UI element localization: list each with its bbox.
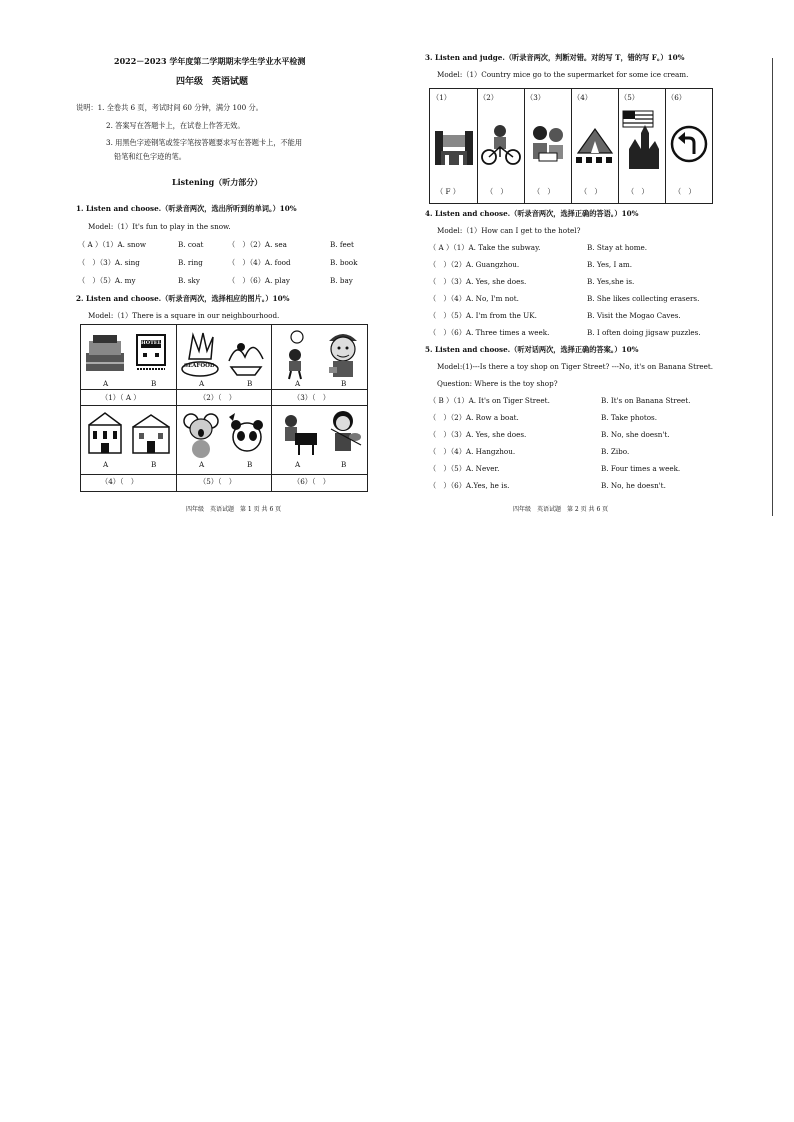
q3-picture-grid bbox=[429, 88, 713, 204]
q4-row2-a[interactable]: （ ）（2）A. Guangzhou. bbox=[429, 260, 520, 269]
q4-row4-b[interactable]: B. She likes collecting erasers. bbox=[587, 294, 700, 303]
q5-row5-a[interactable]: （ ）（5）A. Never. bbox=[429, 464, 500, 473]
q1-model: Model:（1）It's fun to play in the snow. bbox=[88, 222, 231, 231]
q3-answer-6[interactable]: （ ） bbox=[674, 187, 696, 196]
q3-num-5: （5） bbox=[620, 93, 639, 102]
q5-row3-a[interactable]: （ ）（3）A. Yes, she does. bbox=[429, 430, 527, 439]
q2-model: Model:（1）There is a square in our neighbourhood. bbox=[88, 311, 280, 320]
note-1: 说明：1. 全卷共 6 页，考试时间 60 分钟，满分 100 分。 bbox=[76, 103, 263, 112]
q5-row6-a[interactable]: （ ）（6）A.Yes, he is. bbox=[429, 481, 510, 490]
q3-answer-1[interactable]: （ F ） bbox=[436, 187, 460, 196]
q2-answer-2[interactable]: （2）（ ） bbox=[199, 393, 236, 402]
q1-row2-b[interactable]: B. ring bbox=[178, 258, 203, 267]
q4-row3-a[interactable]: （ ）（3）A. Yes, she does. bbox=[429, 277, 527, 286]
q3-answer-2[interactable]: （ ） bbox=[486, 187, 508, 196]
hotel-sign: HOTEL bbox=[141, 340, 162, 346]
hotel-building-icon bbox=[133, 331, 169, 377]
label-a: A bbox=[103, 460, 109, 469]
exam-title: 2022－2023 学年度第二学期期末学生学业水平检测 bbox=[114, 56, 306, 66]
label-b: B bbox=[151, 460, 157, 469]
q5-question: Question: Where is the toy shop? bbox=[437, 379, 558, 388]
seafood-restaurant-icon bbox=[179, 329, 221, 379]
q1-title: 1. Listen and choose.（听录音两次，选出所听到的单词。）10% bbox=[76, 204, 297, 213]
label-b: B bbox=[341, 460, 347, 469]
note-2: 2. 答案写在答题卡上，在试卷上作答无效。 bbox=[106, 121, 245, 130]
castle-gate-icon bbox=[433, 123, 475, 167]
q1-row3-b[interactable]: B. sky bbox=[178, 276, 200, 285]
q5-row1-b[interactable]: B. It's on Banana Street. bbox=[601, 396, 691, 405]
us-flag-castle-icon bbox=[621, 109, 663, 173]
q4-row2-b[interactable]: B. Yes, I am. bbox=[587, 260, 632, 269]
q5-row2-a[interactable]: （ ）（2）A. Row a boat. bbox=[429, 413, 519, 422]
q5-row1-a[interactable]: （ B ）（1）A. It's on Tiger Street. bbox=[429, 396, 550, 405]
q3-answer-4[interactable]: （ ） bbox=[580, 187, 602, 196]
q2-answer-3[interactable]: （3）（ ） bbox=[293, 393, 330, 402]
q5-row2-b[interactable]: B. Take photos. bbox=[601, 413, 658, 422]
q5-model: Model:(1)---Is there a toy shop on Tiger Street? ---No, it's on Banana Street. bbox=[437, 362, 714, 371]
q5-row5-b[interactable]: B. Four times a week. bbox=[601, 464, 681, 473]
q3-num-2: （2） bbox=[479, 93, 498, 102]
boy-playing-violin-icon bbox=[321, 409, 365, 459]
q3-answer-3[interactable]: （ ） bbox=[533, 187, 555, 196]
q3-num-4: （4） bbox=[573, 93, 592, 102]
q1-row3-c[interactable]: （ ）（6）A. play bbox=[228, 276, 290, 285]
boy-riding-bike-icon bbox=[480, 123, 522, 167]
label-b: B bbox=[247, 379, 253, 388]
q4-row1-a[interactable]: （ A ）（1）A. Take the subway. bbox=[429, 243, 541, 252]
q1-row2-c[interactable]: （ ）（4）A. food bbox=[228, 258, 291, 267]
church-building-icon bbox=[85, 411, 125, 455]
shop-sketch-icon bbox=[225, 331, 267, 377]
q1-row1-b[interactable]: B. coat bbox=[178, 240, 204, 249]
q4-title: 4. Listen and choose.（听录音两次，选择正确的答语。）10% bbox=[425, 209, 639, 218]
label-b: B bbox=[151, 379, 157, 388]
note-3: 3. 用黑色字迹钢笔或签字笔按答题要求写在答题卡上，不能用 bbox=[106, 138, 303, 147]
label-a: A bbox=[103, 379, 109, 388]
q2-answer-1[interactable]: （1）（ A ） bbox=[101, 393, 141, 402]
label-a: A bbox=[295, 460, 301, 469]
listening-section-title: Listening（听力部分） bbox=[172, 177, 263, 187]
koala-icon bbox=[181, 409, 221, 459]
label-a: A bbox=[295, 379, 301, 388]
label-a: A bbox=[199, 379, 205, 388]
q5-row6-b[interactable]: B. No, he doesn't. bbox=[601, 481, 666, 490]
q3-answer-5[interactable]: （ ） bbox=[627, 187, 649, 196]
q3-num-3: （3） bbox=[526, 93, 545, 102]
q1-row2-d[interactable]: B. book bbox=[330, 258, 358, 267]
q2-answer-5[interactable]: （5）（ ） bbox=[199, 477, 236, 486]
q3-num-1: （1） bbox=[432, 93, 451, 102]
q4-row5-a[interactable]: （ ）（5）A. I'm from the UK. bbox=[429, 311, 537, 320]
q4-row6-b[interactable]: B. I often doing jigsaw puzzles. bbox=[587, 328, 701, 337]
q4-row3-b[interactable]: B. Yes,she is. bbox=[587, 277, 635, 286]
boy-with-map-icon bbox=[277, 329, 319, 381]
panda-icon bbox=[225, 409, 267, 459]
q2-picture-grid bbox=[80, 324, 368, 492]
q4-row4-a[interactable]: （ ）（4）A. No, I'm not. bbox=[429, 294, 519, 303]
school-building-icon bbox=[131, 411, 171, 455]
q5-row3-b[interactable]: B. No, she doesn't. bbox=[601, 430, 670, 439]
q2-answer-4[interactable]: （4）（ ） bbox=[101, 477, 138, 486]
q4-row1-b[interactable]: B. Stay at home. bbox=[587, 243, 648, 252]
label-b: B bbox=[247, 460, 253, 469]
boy-playing-piano-icon bbox=[277, 411, 319, 457]
kids-reading-icon bbox=[527, 123, 569, 167]
q3-title: 3. Listen and judge.（听录音两次，判断对错。对的写 T，错的写 F。）10% bbox=[425, 53, 685, 62]
q3-num-6: （6） bbox=[667, 93, 686, 102]
label-b: B bbox=[341, 379, 347, 388]
q3-model: Model:（1）Country mice go to the supermarket for some ice cream. bbox=[437, 70, 689, 79]
q4-row5-b[interactable]: B. Visit the Mogao Caves. bbox=[587, 311, 681, 320]
q5-row4-a[interactable]: （ ）（4）A. Hangzhou. bbox=[429, 447, 516, 456]
q1-row1-a[interactable]: （ A ）（1）A. snow bbox=[78, 240, 147, 249]
q5-row4-b[interactable]: B. Zibo. bbox=[601, 447, 630, 456]
page-edge-divider bbox=[772, 58, 773, 516]
seafood-sign: SEAFOOD bbox=[184, 363, 215, 369]
page-2-footer: 四年级 英语试题 第 2 页 共 6 页 bbox=[513, 506, 609, 513]
tent-camping-icon bbox=[574, 123, 616, 167]
q4-model: Model:（1）How can I get to the hotel? bbox=[437, 226, 581, 235]
boy-with-bandana-icon bbox=[321, 327, 365, 383]
q2-title: 2. Listen and choose.（听录音两次，选择相应的图片。）10% bbox=[76, 294, 290, 303]
q4-row6-a[interactable]: （ ）（6）A. Three times a week. bbox=[429, 328, 550, 337]
q2-answer-6[interactable]: （6）（ ） bbox=[293, 477, 330, 486]
page-1-footer: 四年级 英语试题 第 1 页 共 6 页 bbox=[186, 506, 282, 513]
exam-subtitle: 四年级 英语试题 bbox=[176, 77, 249, 87]
q1-row1-c[interactable]: （ ）（2）A. sea bbox=[228, 240, 287, 249]
q1-row3-a[interactable]: （ ）（5）A. my bbox=[78, 276, 136, 285]
note-3-cont: 铅笔和红色字迹的笔。 bbox=[114, 152, 186, 161]
label-a: A bbox=[199, 460, 205, 469]
q1-row1-d[interactable]: B. feet bbox=[330, 240, 354, 249]
q5-title: 5. Listen and choose.（听对话两次，选择正确的答案。）10% bbox=[425, 345, 639, 354]
q1-row2-a[interactable]: （ ）（3）A. sing bbox=[78, 258, 140, 267]
square-plaza-icon bbox=[85, 331, 125, 377]
q1-row3-d[interactable]: B. bay bbox=[330, 276, 353, 285]
turn-left-sign-icon bbox=[670, 125, 708, 163]
